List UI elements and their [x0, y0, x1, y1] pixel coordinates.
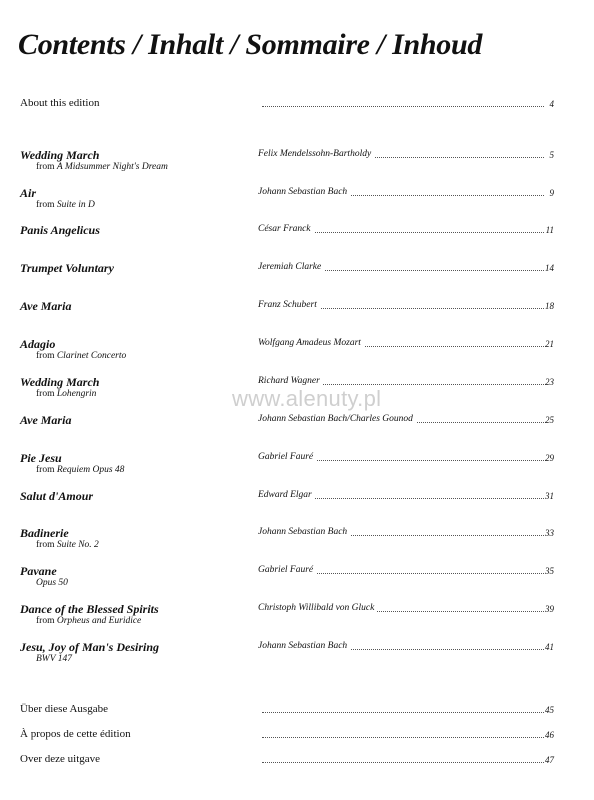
piece-title: Jesu, Joy of Man's Desiring — [20, 640, 160, 654]
composer-name: Jeremiah Clarke — [258, 262, 324, 272]
piece-title: Trumpet Voluntary — [20, 261, 114, 275]
page-number: 25 — [545, 415, 554, 425]
source-title: Suite No. 2 — [56, 540, 99, 550]
composer-name: Gabriel Fauré — [258, 565, 316, 575]
page-number: 46 — [545, 730, 554, 740]
composer-name: Richard Wagner — [258, 376, 323, 386]
entry-label: About this edition — [20, 97, 100, 109]
composer-name: Gabriel Fauré — [258, 452, 316, 462]
page-number: 35 — [545, 566, 554, 576]
piece-title: Badinerie — [20, 526, 69, 540]
page-number: 21 — [545, 339, 554, 349]
piece-source — [36, 162, 168, 172]
composer-name: Wolfgang Amadeus Mozart — [258, 338, 364, 348]
source-prefix: from — [36, 351, 55, 361]
piece-title: Panis Angelicus — [20, 223, 100, 237]
page-number: 5 — [549, 150, 554, 160]
source-prefix: from — [36, 465, 55, 475]
entry-label: Over deze uitgave — [20, 753, 101, 765]
piece-source — [36, 616, 141, 626]
page-number: 47 — [545, 755, 554, 765]
piece-title: Dance of the Blessed Spirits — [20, 602, 159, 616]
piece-title: Wedding March — [20, 148, 100, 162]
piece-title: Wedding March — [20, 375, 100, 389]
page-number: 11 — [545, 225, 554, 235]
piece-title: Air — [20, 186, 37, 200]
composer-name: Johann Sebastian Bach/Charles Gounod — [258, 414, 416, 424]
composer-name: Christoph Willibald von Gluck — [258, 603, 377, 613]
source-prefix: from — [36, 200, 55, 210]
page-number: 9 — [549, 188, 554, 198]
piece-source — [36, 200, 95, 210]
piece-source — [36, 578, 68, 588]
watermark: www.alenuty.pl — [232, 386, 382, 411]
source-title: Suite in D — [56, 200, 95, 210]
source-title: BWV 147 — [36, 654, 72, 664]
dot-leader — [262, 762, 544, 763]
source-title: Lohengrin — [56, 389, 97, 399]
piece-title: Adagio — [20, 337, 56, 351]
page-number: 31 — [545, 491, 554, 501]
piece-title: Pie Jesu — [20, 451, 62, 465]
page-number: 33 — [545, 528, 554, 538]
page-number: 18 — [545, 301, 554, 311]
composer-name: Johann Sebastian Bach — [258, 641, 350, 651]
source-prefix: from — [36, 616, 55, 626]
source-title: Requiem Opus 48 — [56, 465, 125, 475]
piece-title: Ave Maria — [20, 413, 72, 427]
page-number: 4 — [549, 99, 554, 109]
dot-leader — [262, 712, 544, 713]
composer-name: Johann Sebastian Bach — [258, 527, 350, 537]
composer-name: Johann Sebastian Bach — [258, 187, 350, 197]
source-title: Orpheus and Euridice — [56, 616, 142, 626]
piece-source — [36, 465, 124, 475]
piece-source — [36, 389, 96, 399]
page-number: 29 — [545, 453, 554, 463]
page-number: 45 — [545, 705, 554, 715]
composer-name: Felix Mendelssohn-Bartholdy — [258, 149, 374, 159]
source-prefix: from — [36, 540, 55, 550]
page-number: 14 — [545, 263, 554, 273]
entry-label: Über diese Ausgabe — [20, 703, 108, 715]
source-title: Opus 50 — [36, 578, 68, 588]
composer-name: César Franck — [258, 224, 314, 234]
piece-title: Pavane — [20, 564, 57, 578]
dot-leader — [262, 106, 544, 107]
page-number: 41 — [545, 642, 554, 652]
piece-source — [36, 654, 72, 664]
piece-title: Ave Maria — [20, 299, 72, 313]
piece-source — [36, 540, 99, 550]
entry-label: À propos de cette édition — [20, 728, 131, 740]
source-title: Clarinet Concerto — [56, 351, 127, 361]
source-title: A Midsummer Night's Dream — [56, 162, 168, 172]
page-number: 39 — [545, 604, 554, 614]
source-prefix: from — [36, 162, 55, 172]
piece-source — [36, 351, 126, 361]
composer-name: Edward Elgar — [258, 490, 315, 500]
page-title: Contents / Inhalt / Sommaire / Inhoud — [18, 28, 483, 61]
source-prefix: from — [36, 389, 55, 399]
composer-name: Franz Schubert — [258, 300, 320, 310]
page-number: 23 — [545, 377, 554, 387]
dot-leader — [262, 737, 544, 738]
piece-title: Salut d'Amour — [20, 489, 94, 503]
